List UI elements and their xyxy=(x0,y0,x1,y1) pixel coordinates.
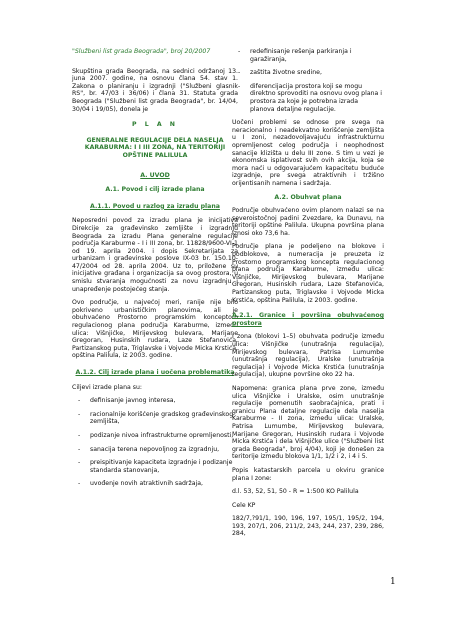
left-column xyxy=(72,48,238,494)
list-item: - uvođenje novih atraktivnih sadržaja, xyxy=(72,480,238,488)
list-item: - racionalnije korišćenje gradskog građevinskog zemljišta, xyxy=(72,411,238,426)
paragraph-area: Područje obuhvaćeno ovim planom nalazi se na severoistočnoj padini Zvezdare, ka Dunavu, na teritoriji opštine Palilula. Ukupna površina plana iznosi oko 73,6 ha. xyxy=(232,207,384,237)
list-item: - diferencijacija prostora koji se mogu direktno sprovoditi na osnovu ovog plana i prostora za koje je potrebna izrada planova detaljne regulacije. xyxy=(232,83,384,113)
goals-list xyxy=(72,397,238,488)
whole-kp-label: Cele KP xyxy=(232,501,256,509)
section-a1-heading: A.1. Povod i cilj izrade plana xyxy=(105,186,205,194)
kp-list: 182/7,?91/1, 190, 196, 197, 195/1, 195/2, 194, 193, 207/1, 206, 211/2, 243, 244, 237, 239, 286, 284, xyxy=(232,515,384,538)
plan-word: P L A N xyxy=(132,121,178,129)
right-column xyxy=(232,48,384,544)
page-number: 1 xyxy=(390,577,396,587)
list-item: - preispitivanje kapaciteta izgradnje i podizanje standarda stanovanja, xyxy=(72,459,238,474)
paragraph-coverage: Ovo područje, u najvećoj meri, ranije nije bilo pokriveno urbanističkim planovima, ali je obuhvaćeno Prostorno programskim konceptom regulacionog plana područja Karaburme, između ulica: Višnjićke, Mirijevskog bulevara, Marijane Gregoran, Husinskih rudara, Laze Stefanovića, Partizanskog puta, Triglavske i Vojvode Micka Krstića, opština Palilula, iz 2003. godine. xyxy=(72,299,238,360)
parcels-line: d.l. 53, 52, 51, 50 - R = 1:500 KO Palilula xyxy=(232,488,359,496)
plan-title: GENERALNE REGULACIJE DELA NASELJA KARABURMA: I I III ZONA, NA TERITORIJI OPŠTINE PALILULA xyxy=(84,136,226,159)
section-a2-heading: A.2. Obuhvat plana xyxy=(274,193,342,201)
list-item: - podizanje nivoa infrastrukturne opremljenosti, xyxy=(72,432,238,440)
section-a21-heading: A.2.1. Granice i površina obuhvaćenog prostora xyxy=(232,312,384,327)
goals-list-continued xyxy=(232,48,384,113)
section-a-heading: A. UVOD xyxy=(140,171,170,179)
paragraph-zone1: I zona (blokovi 1–5) obuhvata područje između ulica: Višnjičke (unutrašnja regulacija), Mirijevskog bulevara, Patrisa Lumumbe (unutrašnja regulacija), Uralske (unutrašnja regulacija) i Vojvode Micka Krstića (unutrašnja regulacija), ukupne površine oko 22 ha. xyxy=(232,333,384,379)
section-a12-heading: A.1.2. Cilj izrade plana i uočena problematika xyxy=(75,369,235,376)
section-a11-heading: A.1.1. Povod u razlog za izradu plana xyxy=(90,202,220,210)
goals-intro: Ciljevi izrade plana su: xyxy=(72,383,142,391)
paragraph-parcels: Popis katastarskih parcela u okviru granice plana I zone: xyxy=(232,466,384,482)
paragraph-problems: Uočeni problemi se odnose pre svega na neracionalno i neadekvatno korišćenje zemljišta u I zoni, nezadovoljavajuću infrastrukturnu opremljenost celog područja i neophodnost sanacije klizišta u delu III zone. S tim u vezi je ekonomska isplativost svih ovih akcija, koja se mora naći u odgovarajućem kapacitetu buduće izgradnje, pre svega atraktivnih i tržišno orijentisanih namena i sadržaja. xyxy=(232,119,384,187)
paragraph-note: Napomena: granica plana prve zone, između ulica Višnjičke i Uralske, osim unutrašnje regulacije pomenutih saobraćajnica, prati i granicu Plana detaljne regulacije dela naselja Karaburme - II zona, između ulica: Uralske, Patrisa Lumumbe, Mirijevskog bulevara, Marijane Gregoran, Husinskih rudara i Vojvode Micka Krstića i dela Višnjičke ulice ("Službeni list grada Beograda", broj 4/04), koji je donešen za teritorije između blokova 1/1, 1/2 i 2, i 4 i 5. xyxy=(232,384,384,461)
paragraph-blocks: Područje plana je podeljeno na blokove i podblokove, a numeracija je preuzeta iz Prostorno programskog koncepta regulacionog plana područja Karaburme, između ulica: Višnjičke, Mirijevskog bulevara, Marijane Gregoran, Husinskih rudara, Laze Stefanovića, Partizanskog puta, Triglavske i Vojvode Micka Krstića, opština Palilula, iz 2003. godine. xyxy=(232,243,384,304)
list-item: - definisanje javnog interesa, xyxy=(72,397,238,405)
gazette-reference: "Službeni list grada Beograda", broj 20/2007 xyxy=(72,48,211,55)
list-item: - sanacija terena nepovoljnog za izgradnju, xyxy=(72,446,238,454)
list-item: - redefinisanje rešenja parkiranja i garažiranja, xyxy=(232,48,384,63)
paragraph-initiative: Neposredni povod za izradu plana je inicijativa Direkcije za građevinsko zemljište i izgradnju Beograda za izradu Plana generalne regulacije područja Karaburme - I i III zona, br. 11828/9600-VI-1 od 19. aprila 2004. i dopis Sekretarijata za urbanizam i građevinske poslove IX-03 br. 150.10-47/2004 od 28. aprila 2004. Uz to, priložene su inicijative građana i organizacija sa ovog prostora, u smislu stvaranja mogućnosti za novu izgradnju i unapređenje postojećeg stanja. xyxy=(72,217,238,293)
list-item: - zaštita životne sredine, xyxy=(232,69,384,77)
intro-paragraph: Skupština grada Beograda, na sednici održanoj 13. juna 2007. godine, na osnovu člana 54. stav 1. Zakona o planiranju i izgradnji ("Službeni glasnik RS", br. 47/03 i 36/06) i člana 31. Statuta grada Beograda ("Službeni list grada Beograda", br. 14/04, 30/04 i 19/05), donela je xyxy=(72,67,238,113)
